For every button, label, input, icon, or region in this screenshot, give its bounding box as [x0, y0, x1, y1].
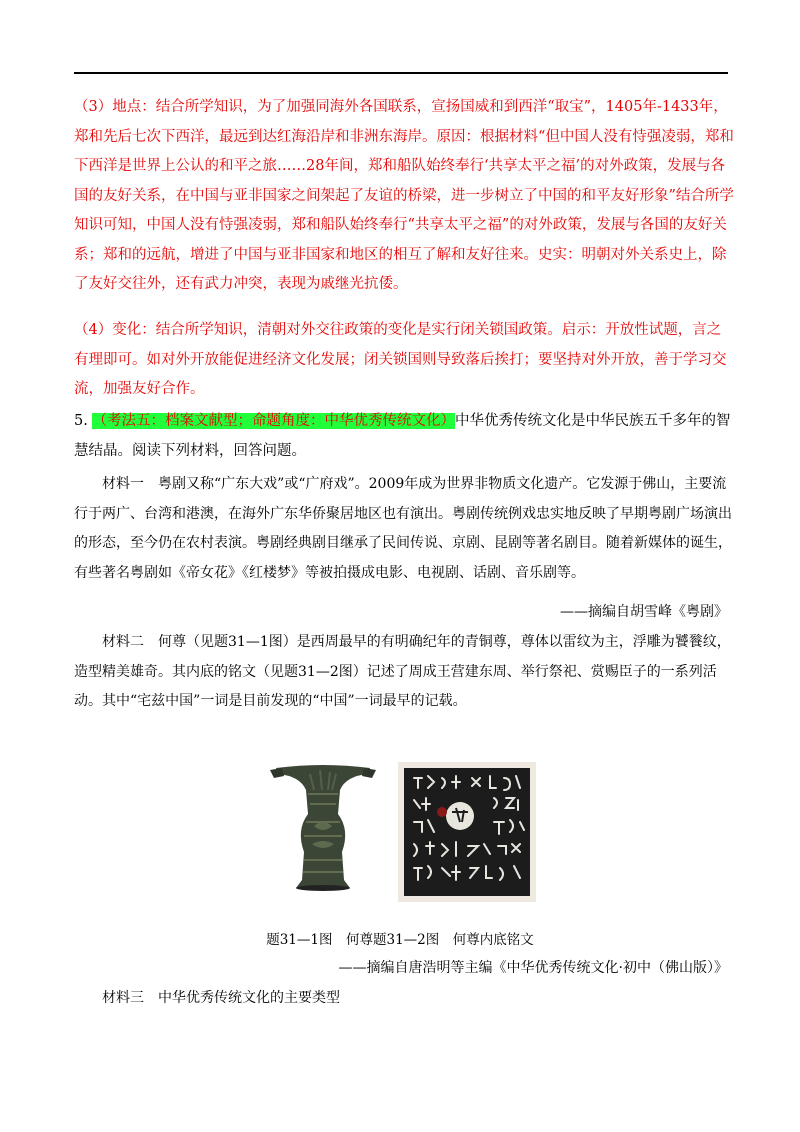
header-rule	[74, 72, 728, 74]
material-3: 材料三 中华优秀传统文化的主要类型	[102, 990, 340, 1006]
material-2-source: ——摘编自唐浩明等主编《中华优秀传统文化·初中（佛山版）》	[338, 960, 728, 976]
figure-caption: 题31—1图 何尊题31—2图 何尊内底铭文	[266, 932, 534, 948]
answer-part-3: （3）地点：结合所学知识，为了加强同海外各国联系，宣扬国威和到西洋“取宝”，1405年-1433年，郑和先后七次下西洋，最远到达红海沿岸和非洲东海岸。原因：根据材料“但中国人没有恃强凌弱，郑和下西洋是世界上公认的和平之旅……28年间，郑和船队始终奉行‘共享太平之福’的对外政策，发展与各国的友好关系，在中国与亚非国家之间架起了友谊的桥梁，进一步树立了中国的和平友好形象”结合所学知识可知，中国人没有恃强凌弱，郑和船队始终奉行“共享太平之福”的对外政策，发展与各国的友好关系；郑和的远航，增进了中国与亚非国家和地区的相互了解和友好往来。史实：明朝对外关系史上，除了友好交往外，还有武力冲突，表现为戚继光抗倭。	[74, 99, 734, 292]
material-1-source: ——摘编自胡雪峰《粤剧》	[560, 604, 728, 620]
material-2: 材料二 何尊（见题31—1图）是西周最早的有明确纪年的青铜尊，尊体以雷纹为主，浮雕为饕餮纹，造型精美雄奇。其内底的铭文（见题31—2图）记述了周成王营建东周、举行祭祀、赏赐臣子的一系列活动。其中“宅兹中国”一词是目前发现的“中国”一词最早的记载。	[74, 634, 731, 709]
answer-part-4: （4）变化：结合所学知识，清朝对外交往政策的变化是实行闭关锁国政策。启示：开放性试题，言之有理即可。如对外开放能促进经济文化发展；闭关锁国则导致落后挨打；要坚持对外开放，善于学习交流，加强友好合作。	[74, 322, 727, 397]
question-number: 5.	[74, 413, 88, 429]
bronze-vessel-image	[270, 760, 376, 892]
question-tag: （考法五：档案文献型；命题角度：中华优秀传统文化）	[92, 413, 455, 429]
question-stem: 中华优秀传统文化是中华民族五千多年的智慧结晶。阅读下列材料，回答问题。	[74, 413, 731, 459]
inscription-rubbing-image	[398, 762, 536, 902]
material-1: 材料一 粤剧又称“广东大戏”或“广府戏”。2009年成为世界非物质文化遗产。它发源于佛山，主要流行于两广、台湾和港澳，在海外广东华侨聚居地区也有演出。粤剧传统例戏忠实地反映了早期粤剧广场演出的形态，至今仍在农村表演。粤剧经典剧目继承了民间传说、京剧、昆剧等著名剧目。随着新媒体的诞生，有些著名粤剧如《帝女花》《红楼梦》等被拍摄成电影、电视剧、话剧、音乐剧等。	[74, 476, 732, 581]
question-5	[74, 407, 734, 466]
